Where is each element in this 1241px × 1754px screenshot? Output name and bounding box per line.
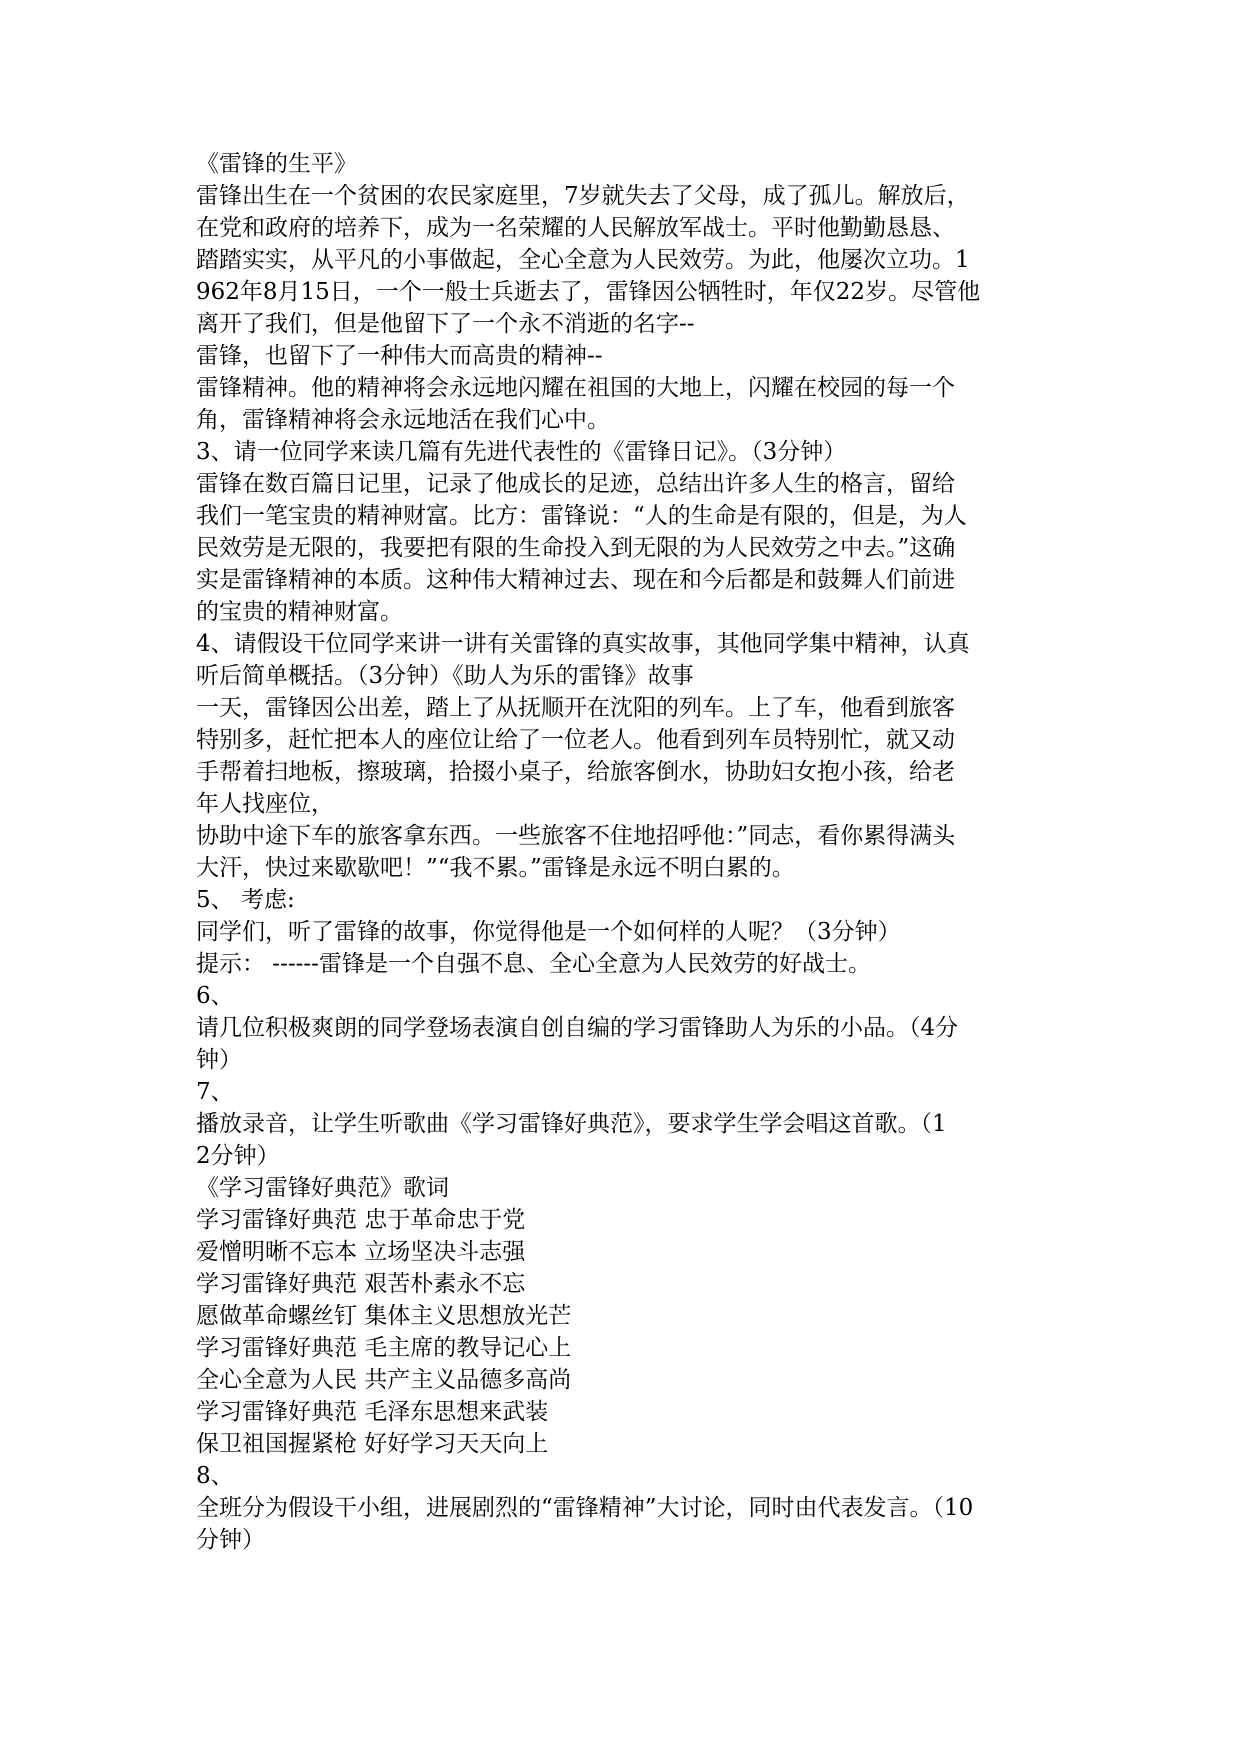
text-line: 一天，雷锋因公出差，踏上了从抚顺开在沈阳的列车。上了车，他看到旅客	[196, 695, 955, 721]
text-line: 的宝贵的精神财富。	[196, 599, 403, 625]
text-line: 2分钟）	[196, 1143, 280, 1169]
text-line: 《雷锋的生平》	[196, 151, 357, 177]
text-line: 6、	[196, 983, 234, 1009]
text-line: 962年8月15日，一个一般士兵逝去了，雷锋因公牺牲时，年仅22岁。尽管他	[196, 279, 981, 305]
text-line: 大汗，快过来歇歇吧！”“我不累。”雷锋是永远不明白累的。	[196, 855, 795, 881]
text-line: 角，雷锋精神将会永远地活在我们心中。	[196, 407, 610, 433]
text-line: 愿做革命螺丝钉 集体主义思想放光芒	[196, 1303, 572, 1329]
text-line: 在党和政府的培养下，成为一名荣耀的人民解放军战士。平时他勤勤恳恳、	[196, 215, 955, 241]
text-line: 学习雷锋好典范 忠于革命忠于党	[196, 1207, 526, 1233]
text-line: 播放录音，让学生听歌曲《学习雷锋好典范》，要求学生学会唱这首歌。（1	[196, 1111, 947, 1137]
text-line: 雷锋，也留下了一种伟大而高贵的精神--	[196, 343, 603, 369]
text-line: 我们一笔宝贵的精神财富。比方：雷锋说：“人的生命是有限的，但是，为人	[196, 503, 967, 529]
document-body	[196, 148, 1056, 1556]
text-line: 爱憎明晰不忘本 立场坚决斗志强	[196, 1239, 526, 1265]
text-line: 雷锋精神。他的精神将会永远地闪耀在祖国的大地上，闪耀在校园的每一个	[196, 375, 955, 401]
text-line: 离开了我们，但是他留下了一个永不消逝的名字--	[196, 311, 695, 337]
text-line: 5、 考虑:	[196, 887, 295, 913]
text-line: 踏踏实实，从平凡的小事做起，全心全意为人民效劳。为此，他屡次立功。1	[196, 247, 970, 273]
text-line: 雷锋在数百篇日记里，记录了他成长的足迹，总结出许多人生的格言，留给	[196, 471, 955, 497]
text-line: 《学习雷锋好典范》歌词	[196, 1175, 449, 1201]
text-line: 7、	[196, 1079, 234, 1105]
text-line: 学习雷锋好典范 毛主席的教导记心上	[196, 1335, 572, 1361]
text-line: 8、	[196, 1463, 234, 1489]
text-line: 3、请一位同学来读几篇有先进代表性的《雷锋日记》。（3分钟）	[196, 439, 847, 465]
text-line: 民效劳是无限的，我要把有限的生命投入到无限的为人民效劳之中去。”这确	[196, 535, 956, 561]
text-line: 全班分为假设干小组，进展剧烈的“雷锋精神”大讨论，同时由代表发言。（10	[196, 1495, 974, 1521]
text-line: 听后简单概括。（3分钟）《助人为乐的雷锋》故事	[196, 663, 694, 689]
text-line: 学习雷锋好典范 毛泽东思想来武装	[196, 1399, 549, 1425]
text-line: 钟）	[196, 1047, 242, 1073]
text-line: 全心全意为人民 共产主义品德多高尚	[196, 1367, 572, 1393]
text-line: 特别多，赶忙把本人的座位让给了一位老人。他看到列车员特别忙，就又动	[196, 727, 955, 753]
text-line: 请几位积极爽朗的同学登场表演自创自编的学习雷锋助人为乐的小品。（4分	[196, 1015, 959, 1041]
text-line: 学习雷锋好典范 艰苦朴素永不忘	[196, 1271, 526, 1297]
text-line: 分钟）	[196, 1527, 265, 1553]
text-line: 实是雷锋精神的本质。这种伟大精神过去、现在和今后都是和鼓舞人们前进	[196, 567, 955, 593]
text-line: 提示： ------雷锋是一个自强不息、全心全意为人民效劳的好战士。	[196, 951, 871, 977]
text-line: 雷锋出生在一个贫困的农民家庭里，7岁就失去了父母，成了孤儿。解放后，	[196, 183, 970, 209]
text-line: 4、请假设干位同学来讲一讲有关雷锋的真实故事，其他同学集中精神，认真	[196, 631, 970, 657]
text-line: 同学们，听了雷锋的故事，你觉得他是一个如何样的人呢？（3分钟）	[196, 919, 901, 945]
text-line: 协助中途下车的旅客拿东西。一些旅客不住地招呼他：”同志，看你累得满头	[196, 823, 956, 849]
text-line: 年人找座位，	[196, 791, 334, 817]
text-line: 保卫祖国握紧枪 好好学习天天向上	[196, 1431, 549, 1457]
text-line: 手帮着扫地板，擦玻璃，拾掇小桌子，给旅客倒水，协助妇女抱小孩，给老	[196, 759, 955, 785]
